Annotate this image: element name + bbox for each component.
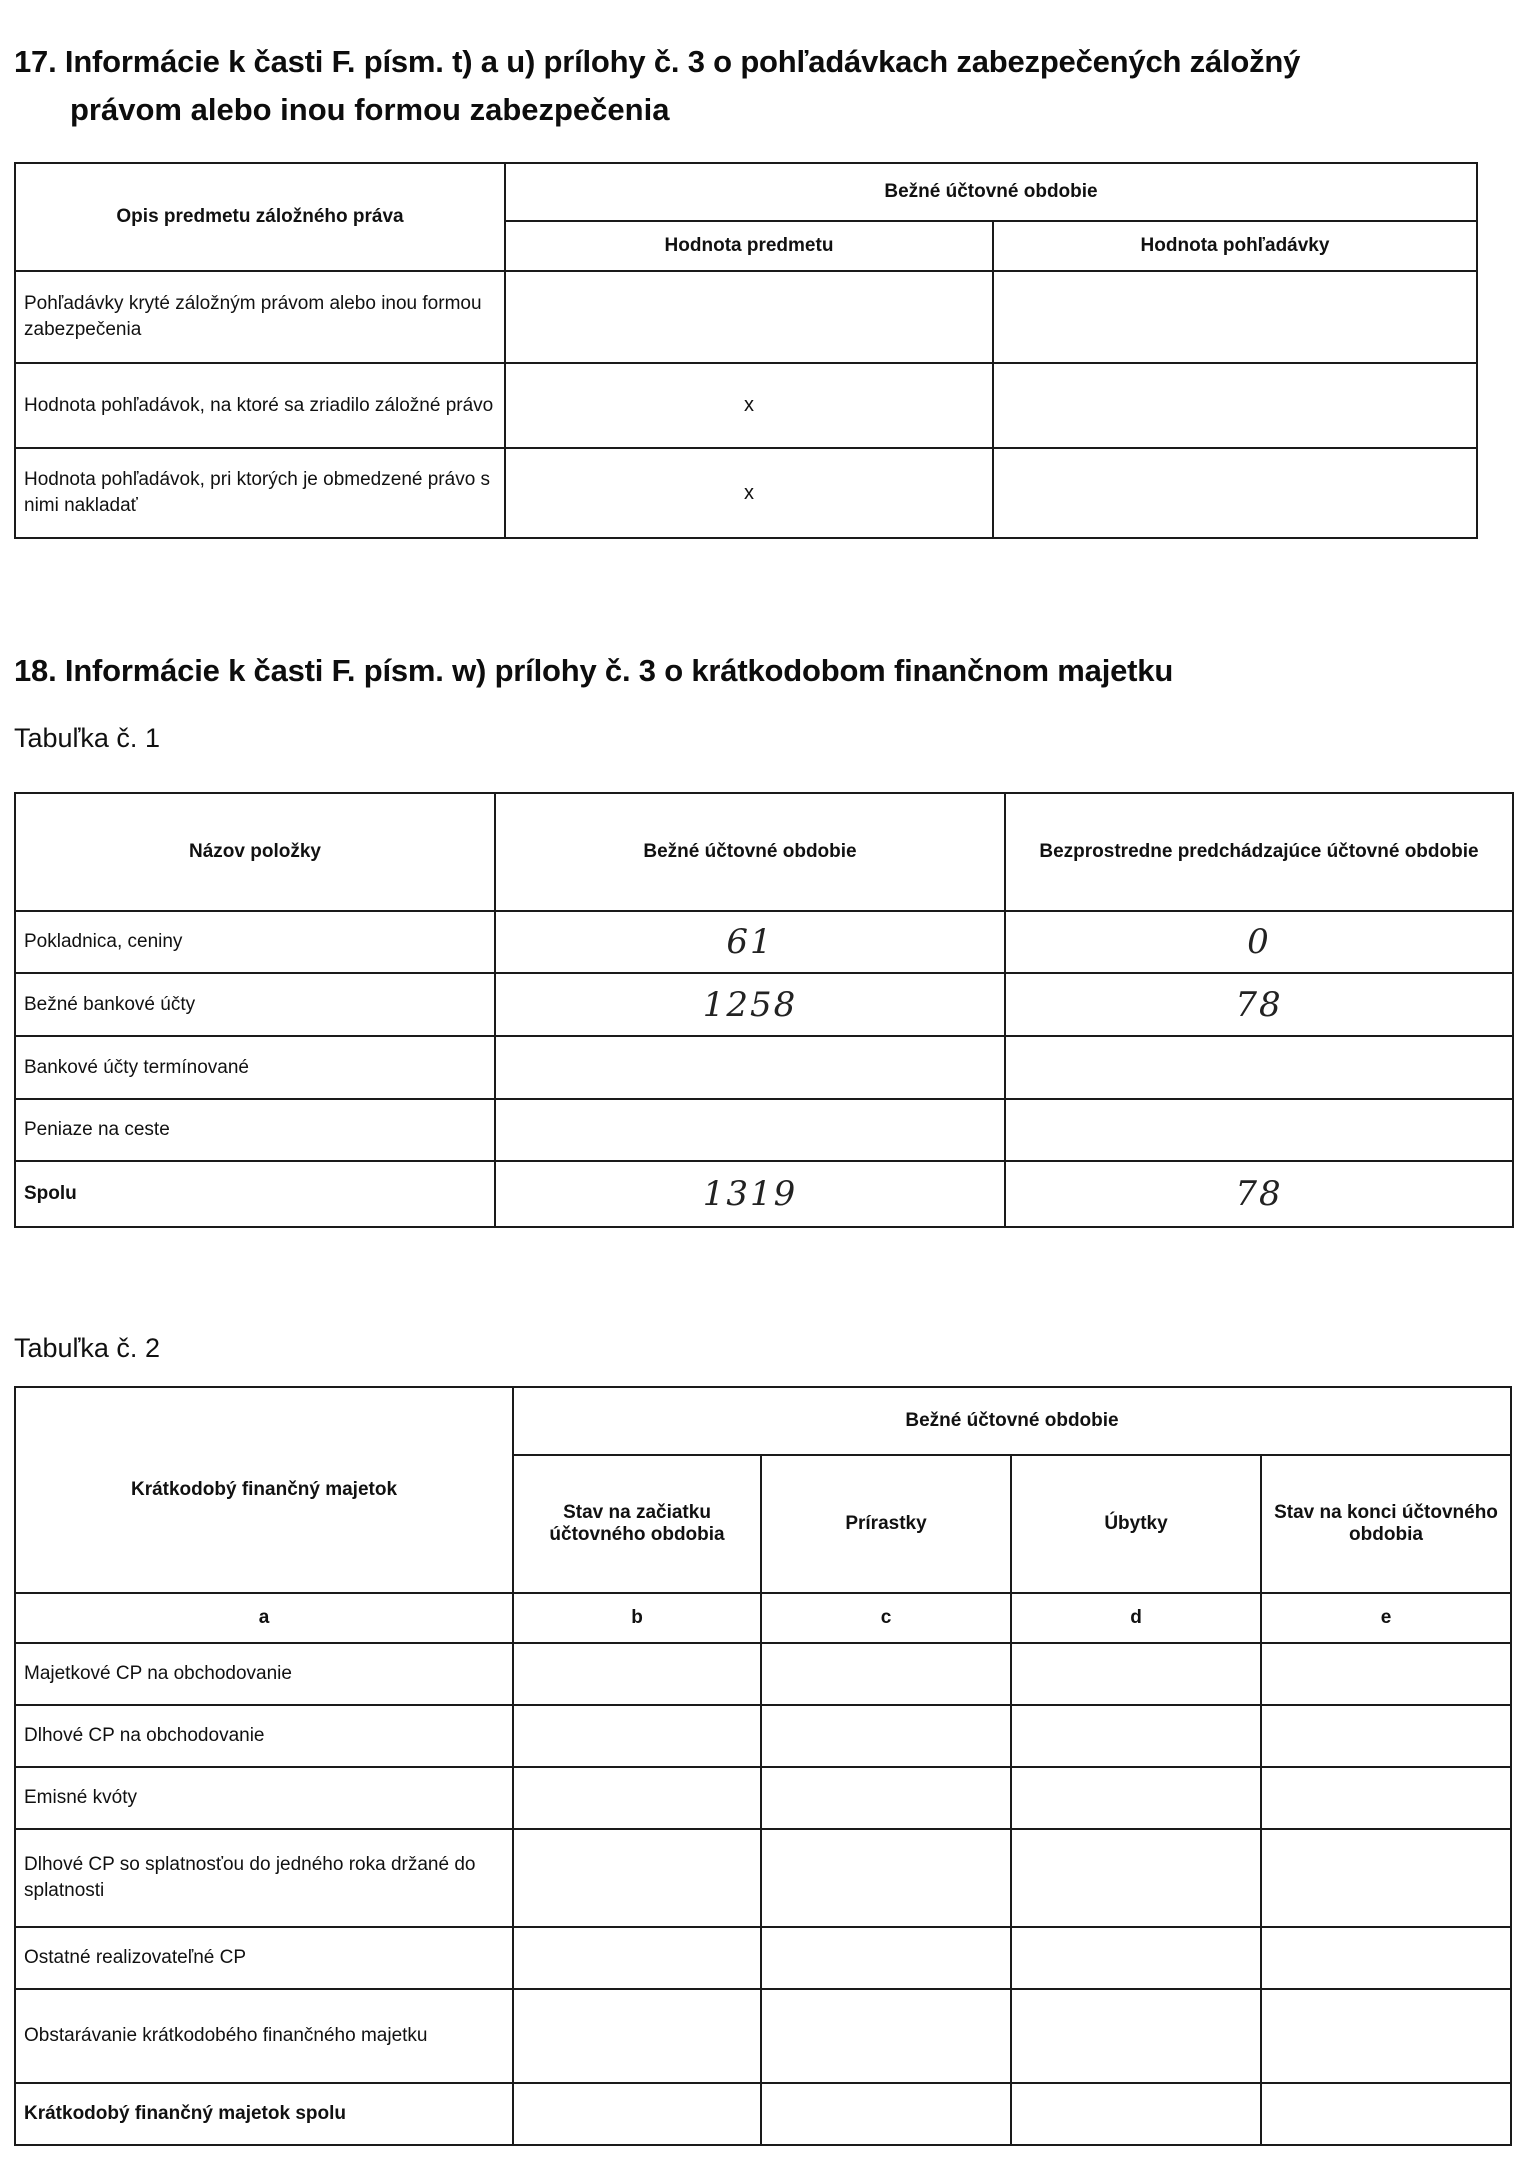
cell-increase <box>761 1927 1011 1989</box>
cell-value-receivable <box>993 448 1477 538</box>
short-term-assets-table-1 <box>14 792 1514 1228</box>
table-row <box>15 911 1513 973</box>
row-label: Bankové účty termínované <box>15 1036 495 1099</box>
cell-end <box>1261 1767 1511 1829</box>
cell-previous: 0 <box>1005 911 1513 973</box>
table-row <box>15 973 1513 1036</box>
cell-current <box>495 1036 1005 1099</box>
cell-previous <box>1005 1099 1513 1161</box>
cell-current <box>495 1099 1005 1161</box>
cell-start <box>513 2083 761 2145</box>
section-17-title: 17. Informácie k časti F. písm. t) a u) prílohy č. 3 o pohľadávkach zabezpečených záložný <box>14 44 1301 79</box>
table-row <box>15 448 1477 538</box>
table-1-caption: Tabuľka č. 1 <box>14 723 160 753</box>
cell-start <box>513 1767 761 1829</box>
column-letter: d <box>1011 1593 1261 1643</box>
cell-value-subject: x <box>505 363 993 448</box>
cell-current: 61 <box>495 911 1005 973</box>
row-label: Bežné bankové účty <box>15 973 495 1036</box>
col-header-current-period: Bežné účtovné obdobie <box>505 163 1477 221</box>
row-label: Hodnota pohľadávok, na ktoré sa zriadilo záložné právo <box>15 363 505 448</box>
cell-decrease <box>1011 1767 1261 1829</box>
table-row <box>15 271 1477 363</box>
cell-increase <box>761 1643 1011 1705</box>
row-label: Dlhové CP na obchodovanie <box>15 1705 513 1767</box>
row-label: Ostatné realizovateľné CP <box>15 1927 513 1989</box>
row-label: Dlhové CP so splatnosťou do jedného roka držané do splatnosti <box>15 1829 513 1927</box>
col-header-value-subject: Hodnota predmetu <box>505 221 993 271</box>
table-row <box>15 1989 1511 2083</box>
row-label: Pokladnica, ceniny <box>15 911 495 973</box>
cell-increase <box>761 1705 1011 1767</box>
col-header-start: Stav na začiatku účtovného obdobia <box>513 1455 761 1593</box>
cell-current: 1319 <box>495 1161 1005 1227</box>
cell-decrease <box>1011 1705 1261 1767</box>
cell-decrease <box>1011 1927 1261 1989</box>
cell-decrease <box>1011 1989 1261 2083</box>
table-row <box>15 1829 1511 1927</box>
cell-increase <box>761 1989 1011 2083</box>
short-term-assets-table-2 <box>14 1386 1512 2146</box>
table-row-total <box>15 1161 1513 1227</box>
pledge-table <box>14 162 1478 539</box>
section-18-title: 18. Informácie k časti F. písm. w) prílohy č. 3 o krátkodobom finančnom majetku <box>14 653 1174 688</box>
cell-previous <box>1005 1036 1513 1099</box>
column-letter: a <box>15 1593 513 1643</box>
cell-increase <box>761 1767 1011 1829</box>
cell-value-receivable <box>993 363 1477 448</box>
row-label: Pohľadávky kryté záložným právom alebo inou formou zabezpečenia <box>15 271 505 363</box>
row-label: Emisné kvóty <box>15 1767 513 1829</box>
row-label: Spolu <box>15 1161 495 1227</box>
table-row <box>15 1927 1511 1989</box>
cell-end <box>1261 2083 1511 2145</box>
section-17-title-line2: právom alebo inou formou zabezpečenia <box>70 92 670 127</box>
cell-end <box>1261 1989 1511 2083</box>
col-header-asset: Krátkodobý finančný majetok <box>15 1387 513 1593</box>
row-label: Krátkodobý finančný majetok spolu <box>15 2083 513 2145</box>
table-row <box>15 1643 1511 1705</box>
cell-decrease <box>1011 1643 1261 1705</box>
row-label: Hodnota pohľadávok, pri ktorých je obmedzené právo s nimi nakladať <box>15 448 505 538</box>
cell-previous: 78 <box>1005 1161 1513 1227</box>
cell-end <box>1261 1705 1511 1767</box>
table-row <box>15 363 1477 448</box>
col-header-current-period: Bežné účtovné obdobie <box>513 1387 1511 1455</box>
cell-value-receivable <box>993 271 1477 363</box>
cell-end <box>1261 1643 1511 1705</box>
letters-row <box>15 1593 1511 1643</box>
col-header-value-receivable: Hodnota pohľadávky <box>993 221 1477 271</box>
cell-value-subject: x <box>505 448 993 538</box>
cell-end <box>1261 1927 1511 1989</box>
table-2-caption: Tabuľka č. 2 <box>14 1333 160 1363</box>
cell-start <box>513 1643 761 1705</box>
cell-value-subject <box>505 271 993 363</box>
col-header-previous-period: Bezprostredne predchádzajúce účtovné obdobie <box>1005 793 1513 911</box>
cell-end <box>1261 1829 1511 1927</box>
cell-current: 1258 <box>495 973 1005 1036</box>
table-row <box>15 1036 1513 1099</box>
table-row <box>15 1767 1511 1829</box>
column-letter: e <box>1261 1593 1511 1643</box>
cell-decrease <box>1011 1829 1261 1927</box>
col-header-increase: Prírastky <box>761 1455 1011 1593</box>
cell-previous: 78 <box>1005 973 1513 1036</box>
cell-start <box>513 1927 761 1989</box>
row-label: Obstarávanie krátkodobého finančného majetku <box>15 1989 513 2083</box>
col-header-current-period: Bežné účtovné obdobie <box>495 793 1005 911</box>
col-header-item-name: Názov položky <box>15 793 495 911</box>
row-label: Peniaze na ceste <box>15 1099 495 1161</box>
column-letter: b <box>513 1593 761 1643</box>
cell-decrease <box>1011 2083 1261 2145</box>
cell-start <box>513 1989 761 2083</box>
col-header-description: Opis predmetu záložného práva <box>15 163 505 271</box>
table-row-total <box>15 2083 1511 2145</box>
cell-start <box>513 1829 761 1927</box>
cell-start <box>513 1705 761 1767</box>
cell-increase <box>761 1829 1011 1927</box>
col-header-end: Stav na konci účtovného obdobia <box>1261 1455 1511 1593</box>
table-row <box>15 1705 1511 1767</box>
table-row <box>15 1099 1513 1161</box>
cell-increase <box>761 2083 1011 2145</box>
row-label: Majetkové CP na obchodovanie <box>15 1643 513 1705</box>
col-header-decrease: Úbytky <box>1011 1455 1261 1593</box>
column-letter: c <box>761 1593 1011 1643</box>
